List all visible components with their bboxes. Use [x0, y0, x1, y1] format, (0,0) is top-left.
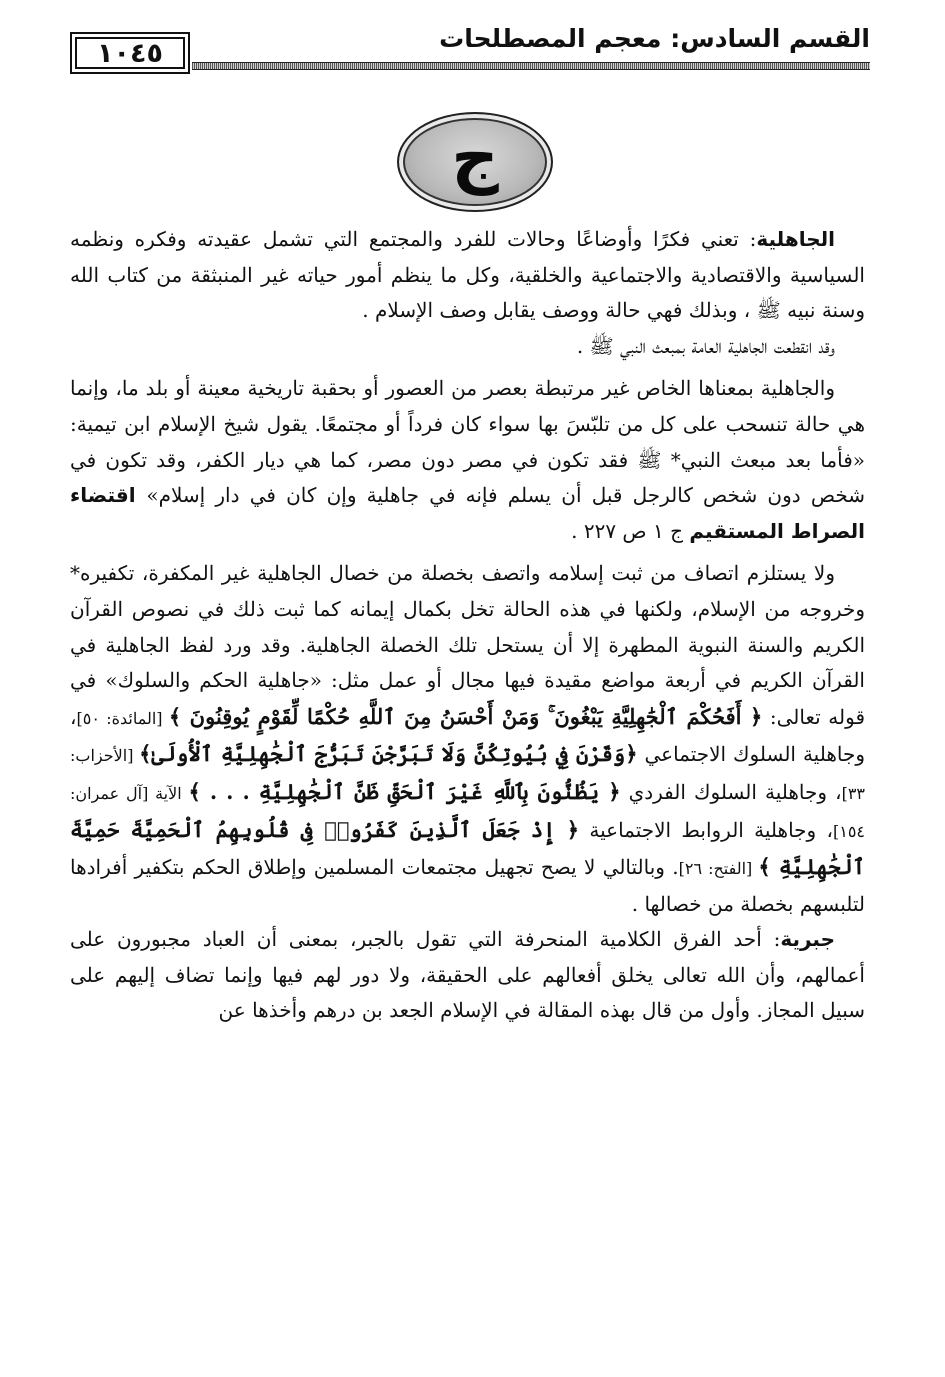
entry-jabriyya-definition	[70, 922, 865, 1029]
paragraph-text: ، وجاهلية السلوك الاجتماعي	[70, 704, 865, 767]
body-text	[70, 222, 865, 1029]
section-letter-badge	[397, 112, 553, 212]
quran-verse: ﴿ يَظُنُّونَ بِٱللَّهِ غَيْرَ ٱلْحَقِّ ظَنَّ ٱلْجَٰهِلِيَّةِ . . . ﴾	[188, 778, 621, 804]
paragraph	[70, 329, 865, 365]
paragraph-text: وقد انقطعت الجاهلية العامة بمبعث النبي ﷺ .	[576, 333, 835, 358]
paragraph-text: ولا يستلزم اتصاف من ثبت إسلامه واتصف بخصلة من خصال الجاهلية غير المكفرة، تكفيره* وخروجه من الإسلام، ولكنها في هذه الحالة تخل بكمال إيمانه كما ثبت ذلك في نصوص القرآن الكريم والسنة النبوية المطهرة إلا أن يستحل تلك الخصلة الجاهلية. وقد ورد لفظ الجاهلية في القرآن الكريم في أربعة مواضع مقيدة فيها مجال أو عمل مثل: «جاهلية الحكم والسلوك» في قوله تعالى:	[70, 561, 865, 729]
section-letter: ج	[451, 119, 499, 196]
verse-reference: الآية [آل عمران: ١٥٤]	[70, 783, 865, 841]
paragraph-text: : تعني فكرًا وأوضاعًا وحالات للفرد والمجتمع التي تشمل عقيدته وفكره ونظمه السياسية والاقتصادية والاجتماعية والخلقية، وكل ما ينظم أمور حياته غير المنبثقة من كتاب الله وسنة نبيه ﷺ ، وبذلك فهي حالة ووصف يقابل وصف الإسلام .	[70, 227, 865, 323]
entry-term: الجاهلية	[756, 227, 835, 251]
entry-term: جبرية	[780, 927, 835, 952]
page-number: ١٠٤٥	[70, 32, 190, 74]
running-title: القسم السادس: معجم المصطلحات	[439, 24, 870, 53]
paragraph	[70, 371, 865, 549]
paragraph-text: ، وجاهلية الروابط الاجتماعية	[579, 817, 833, 842]
book-title: اقتضاء الصراط المستقيم	[70, 483, 865, 543]
page-header	[70, 18, 870, 70]
entry-jahiliyya-definition	[70, 222, 865, 329]
paragraph-text: . وبالتالي لا يصح تجهيل مجتمعات المسلمين وإطلاق الحكم بتكفير أفرادها لتلبسهم بخصلة من خصالها .	[70, 855, 865, 916]
header-rule	[192, 62, 870, 70]
paragraph	[70, 556, 865, 922]
paragraph-text: ، وجاهلية السلوك الفردي	[620, 779, 842, 804]
paragraph-text: : أحد الفرق الكلامية المنحرفة التي تقول بالجبر، بمعنى أن العباد مجبورون على أعمالهم، وأن الله تعالى يخلق أفعالهم على الحقيقة، ولا دور لهم فيها وإنما تضاف إليهم على سبيل المجاز. وأول من قال بهذه المقالة في الإسلام الجعد بن درهم وأخذها عن	[70, 927, 865, 1023]
quran-verse: ﴿وَقَرْنَ فِي بُيُوتِكُنَّ وَلَا تَبَرَّجْنَ تَبَرُّجَ ٱلْجَٰهِلِيَّةِ ٱلْأُولَىٰ﴾	[139, 741, 638, 767]
verse-reference: [المائدة: ٥٠]	[76, 708, 169, 728]
verse-reference: [الأحزاب: ٣٣]	[70, 746, 865, 803]
quran-verse: ﴿ أَفَحُكْمَ ٱلْجَٰهِلِيَّةِ يَبْغُونَ ۚ وَمَنْ أَحْسَنُ مِنَ ٱللَّهِ حُكْمًا لِّقَوْمٍ يُوقِنُونَ ﴾	[168, 703, 763, 729]
verse-reference: [الفتح: ٢٦]	[678, 859, 759, 879]
paragraph-text: والجاهلية بمعناها الخاص غير مرتبطة بعصر من العصور أو بحقبة تاريخية معينة أو بلد ما، وإنما هي حالة تنسحب على كل من تلبّسَ بها سواء كان فرداً أو مجتمعًا. يقول شيخ الإسلام ابن تيمية: «فأما بعد مبعث النبي* ﷺ فقد تكون في مصر دون مصر، كما هي ديار الكفر، وقد تكون في شخص دون شخص كالرجل قبل أن يسلم فإنه في جاهلية وإن كان في دار إسلام»	[70, 376, 866, 508]
citation: ج ١ ص ٢٢٧ .	[571, 518, 690, 543]
quran-verse: ﴿ إِذْ جَعَلَ ٱلَّذِينَ كَفَرُوا۟ فِى قُلُوبِهِمُ ٱلْحَمِيَّةَ حَمِيَّةَ ٱلْجَٰهِلِيَّةِ ﴾	[70, 816, 866, 880]
